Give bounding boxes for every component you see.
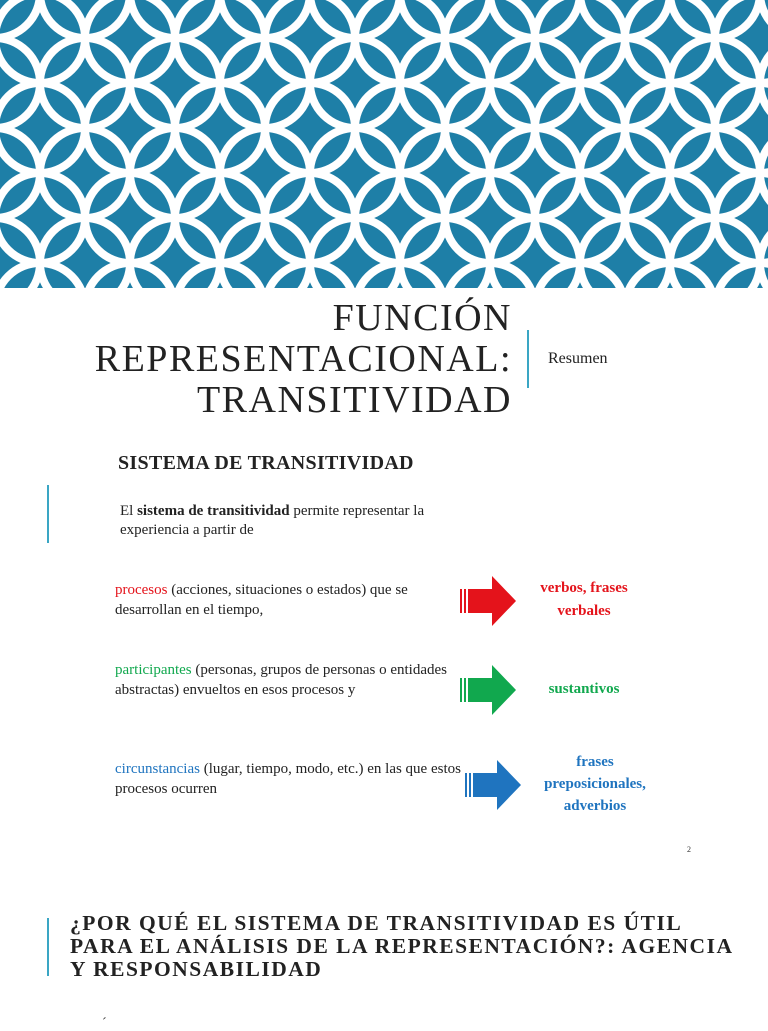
slide-question-title: ¿POR QUÉ EL SISTEMA DE TRANSITIVIDAD ES ÚTIL PARA EL ANÁLISIS DE LA REPRESENTACIÓN?: AGENCIA Y RESPONSABILIDAD	[70, 911, 733, 981]
keyword-procesos: procesos	[115, 582, 168, 598]
slide-title	[40, 298, 512, 421]
list-item	[115, 660, 470, 700]
result-line: frases	[576, 754, 614, 770]
result-line: adverbios	[563, 798, 627, 814]
item-description: (personas, grupos de personas o entidades abstractas) envueltos en esos procesos y	[115, 662, 447, 698]
item-description: (lugar, tiempo, modo, etc.) en las que estos procesos ocurren	[115, 761, 461, 797]
right-arrow-icon	[460, 665, 518, 715]
intro-prefix: El	[120, 503, 138, 519]
right-arrow-icon	[465, 760, 523, 810]
keyword-participantes: participantes	[115, 662, 192, 678]
section-accent-bar	[47, 485, 49, 543]
result-sustantivos	[525, 678, 643, 701]
title-line: REPRESENTACIONAL:	[94, 338, 512, 380]
intro-suffix: permite representar la experiencia a partir de	[120, 503, 425, 538]
result-line: verbales	[557, 603, 611, 619]
result-line: sustantivos	[548, 681, 620, 697]
interlocking-circles-pattern	[0, 0, 768, 288]
keyword-circunstancias: circunstancias	[115, 761, 200, 777]
result-verbos	[525, 577, 643, 623]
decorative-banner	[0, 0, 768, 288]
section-heading: SISTEMA DE TRANSITIVIDAD	[118, 452, 414, 474]
cropped-text-fragment: ´	[102, 1016, 107, 1031]
list-item	[115, 759, 470, 799]
item-description: (acciones, situaciones o estados) que se desarrollan en el tiempo,	[115, 582, 408, 618]
list-item	[115, 580, 470, 620]
intro-bold-term: sistema de transitividad	[137, 503, 290, 519]
slide-subtitle: Resumen	[548, 350, 608, 367]
title-line: FUNCIÓN	[332, 297, 512, 339]
title-divider	[527, 330, 529, 388]
question-accent-bar	[47, 918, 49, 976]
result-frases-preposicionales	[528, 751, 662, 817]
intro-paragraph	[120, 502, 480, 540]
result-line: preposicionales,	[544, 776, 646, 792]
right-arrow-icon	[460, 576, 518, 626]
page-number: 2	[687, 845, 691, 854]
title-line: TRANSITIVIDAD	[196, 379, 512, 421]
result-line: verbos, frases	[540, 580, 628, 596]
